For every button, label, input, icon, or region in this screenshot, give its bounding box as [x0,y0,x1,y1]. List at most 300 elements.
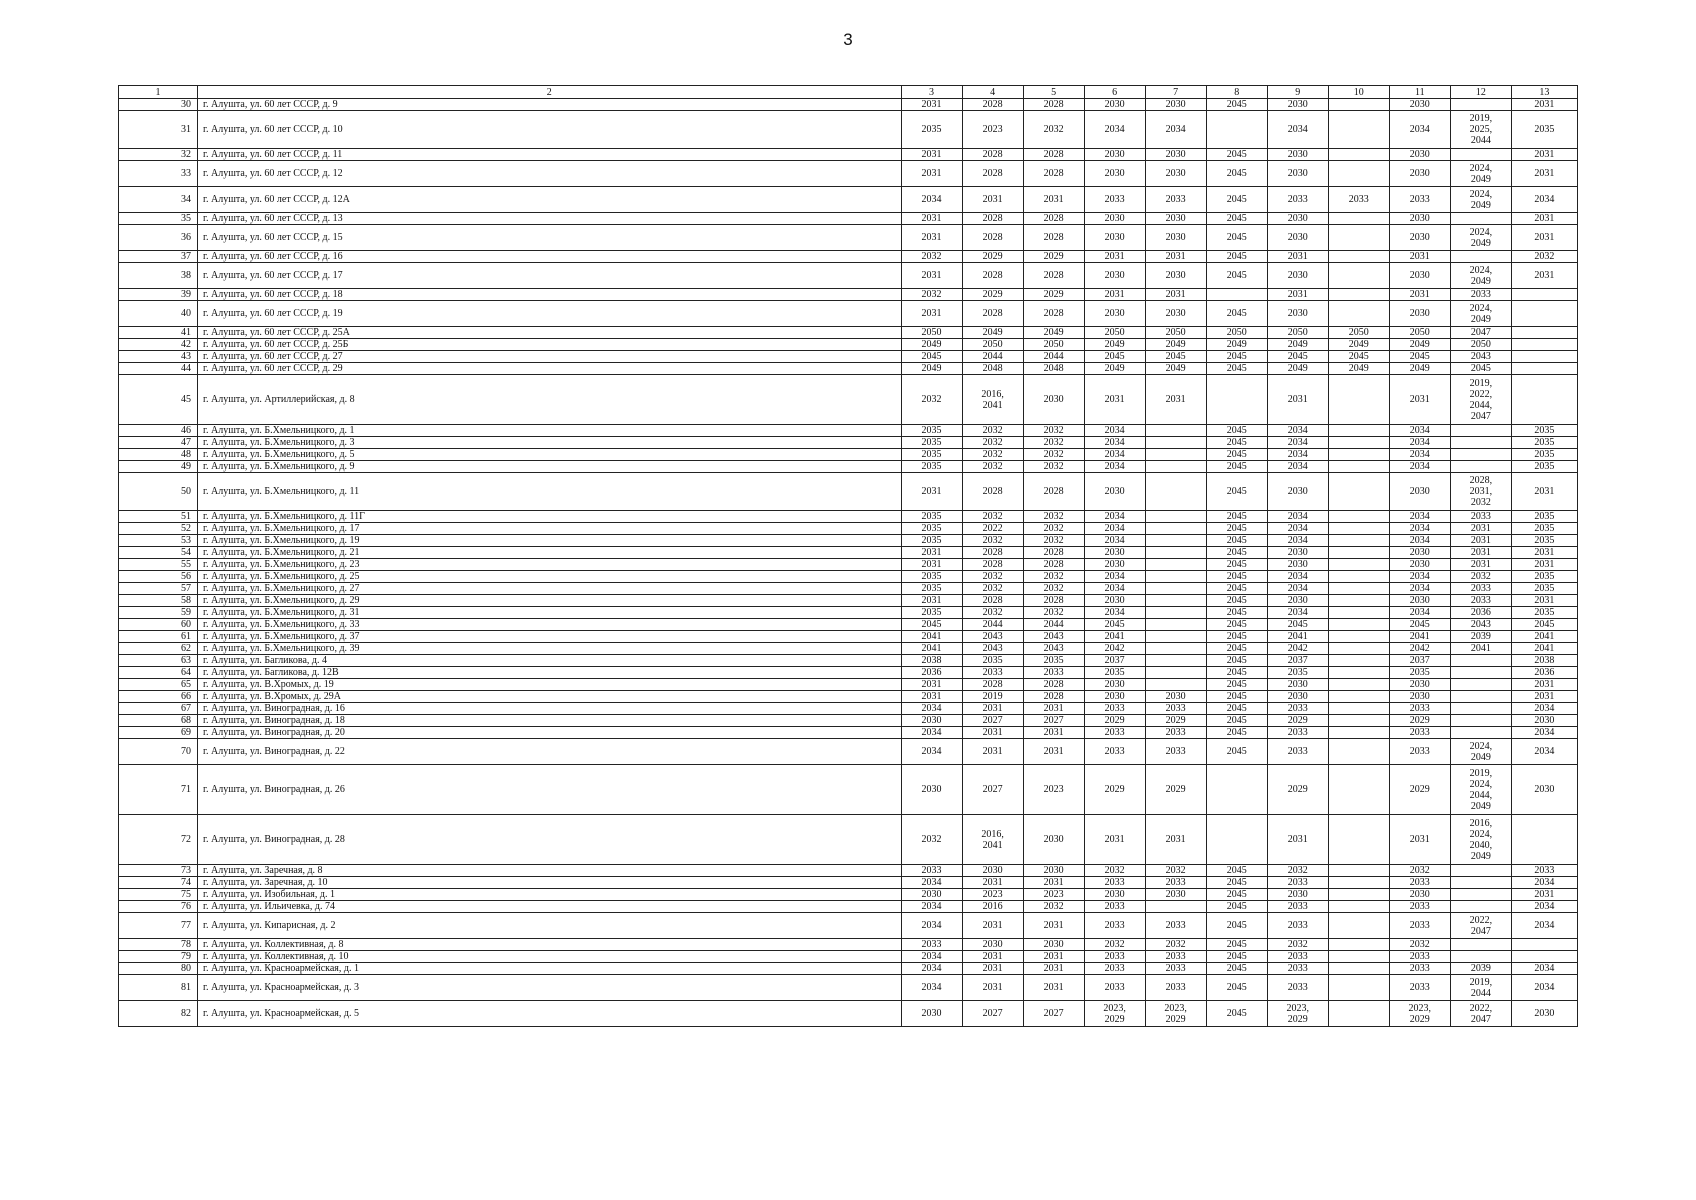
year-cell-col-12 [1450,703,1511,715]
year-cell-col-7 [1145,655,1206,667]
row-number: 81 [119,975,198,1001]
year-cell-col-6: 2037 [1084,655,1145,667]
year-cell-col-12 [1450,149,1511,161]
year-cell-col-13: 2034 [1511,187,1577,213]
row-number: 76 [119,901,198,913]
year-cell-col-6: 2034 [1084,607,1145,619]
year-cell-col-8: 2045 [1206,161,1267,187]
year-cell-col-5: 2027 [1023,715,1084,727]
year-cell-col-3: 2050 [901,327,962,339]
year-cell-col-6: 2023, 2029 [1084,1001,1145,1027]
year-cell-col-8: 2045 [1206,877,1267,889]
year-cell-col-9: 2041 [1267,631,1328,643]
year-cell-col-12: 2032 [1450,571,1511,583]
year-cell-col-8: 2045 [1206,535,1267,547]
year-cell-col-13: 2034 [1511,727,1577,739]
year-cell-col-8: 2045 [1206,715,1267,727]
year-cell-col-3: 2035 [901,535,962,547]
year-cell-col-3: 2035 [901,607,962,619]
year-cell-col-10 [1328,643,1389,655]
year-cell-col-12 [1450,437,1511,449]
year-cell-col-9: 2030 [1267,889,1328,901]
year-cell-col-8: 2045 [1206,583,1267,595]
year-cell-col-7 [1145,511,1206,523]
year-cell-col-7: 2030 [1145,161,1206,187]
year-cell-col-10 [1328,619,1389,631]
year-cell-col-11: 2030 [1389,213,1450,225]
row-number: 62 [119,643,198,655]
year-cell-col-3: 2035 [901,523,962,535]
year-cell-col-5: 2032 [1023,571,1084,583]
year-cell-col-9: 2033 [1267,727,1328,739]
year-cell-col-7 [1145,595,1206,607]
year-cell-col-8 [1206,375,1267,425]
address-cell: г. Алушта, ул. Б.Хмельницкого, д. 21 [198,547,901,559]
year-cell-col-9: 2030 [1267,473,1328,511]
table-row [119,815,1578,865]
year-cell-col-7: 2030 [1145,213,1206,225]
year-cell-col-4: 2016, 2041 [962,375,1023,425]
year-cell-col-10 [1328,765,1389,815]
column-header-6: 6 [1084,86,1145,99]
table-row [119,99,1578,111]
year-cell-col-5: 2030 [1023,375,1084,425]
address-cell: г. Алушта, ул. Б.Хмельницкого, д. 1 [198,425,901,437]
year-cell-col-11: 2045 [1389,619,1450,631]
year-cell-col-13: 2035 [1511,523,1577,535]
year-cell-col-5: 2031 [1023,975,1084,1001]
row-number: 38 [119,263,198,289]
year-cell-col-12: 2024, 2049 [1450,225,1511,251]
year-cell-col-9: 2035 [1267,667,1328,679]
year-cell-col-6: 2030 [1084,559,1145,571]
year-cell-col-13: 2032 [1511,251,1577,263]
year-cell-col-3: 2031 [901,559,962,571]
year-cell-col-9: 2033 [1267,975,1328,1001]
year-cell-col-12 [1450,951,1511,963]
table-row [119,739,1578,765]
year-cell-col-9: 2023, 2029 [1267,1001,1328,1027]
year-cell-col-7: 2033 [1145,963,1206,975]
column-header-10: 10 [1328,86,1389,99]
year-cell-col-6: 2030 [1084,225,1145,251]
address-cell: г. Алушта, ул. Заречная, д. 8 [198,865,901,877]
year-cell-col-3: 2035 [901,449,962,461]
year-cell-col-10 [1328,301,1389,327]
year-cell-col-6: 2033 [1084,975,1145,1001]
year-cell-col-5: 2032 [1023,449,1084,461]
year-cell-col-7 [1145,571,1206,583]
column-header-5: 5 [1023,86,1084,99]
row-number: 78 [119,939,198,951]
year-cell-col-7: 2031 [1145,289,1206,301]
year-cell-col-4: 2028 [962,547,1023,559]
year-cell-col-4: 2032 [962,583,1023,595]
address-cell: г. Алушта, ул. Виноградная, д. 26 [198,765,901,815]
year-cell-col-4: 2031 [962,975,1023,1001]
year-cell-col-12 [1450,667,1511,679]
year-cell-col-5: 2023 [1023,765,1084,815]
year-cell-col-3: 2031 [901,213,962,225]
year-cell-col-10: 2049 [1328,339,1389,351]
year-cell-col-6: 2030 [1084,595,1145,607]
address-cell: г. Алушта, ул. Изобильная, д. 1 [198,889,901,901]
year-cell-col-5: 2028 [1023,691,1084,703]
table-body [119,99,1578,1027]
year-cell-col-9: 2029 [1267,715,1328,727]
year-cell-col-7: 2049 [1145,363,1206,375]
year-cell-col-12: 2036 [1450,607,1511,619]
row-number: 48 [119,449,198,461]
year-cell-col-3: 2032 [901,815,962,865]
year-cell-col-13 [1511,351,1577,363]
year-cell-col-3: 2031 [901,473,962,511]
year-cell-col-9: 2033 [1267,963,1328,975]
table-header-row [119,86,1578,99]
row-number: 64 [119,667,198,679]
year-cell-col-6: 2035 [1084,667,1145,679]
year-cell-col-8: 2045 [1206,213,1267,225]
year-cell-col-7: 2034 [1145,111,1206,149]
year-cell-col-8: 2045 [1206,511,1267,523]
year-cell-col-12 [1450,99,1511,111]
address-cell: г. Алушта, ул. Б.Хмельницкого, д. 33 [198,619,901,631]
year-cell-col-7 [1145,547,1206,559]
year-cell-col-7: 2045 [1145,351,1206,363]
year-cell-col-6: 2034 [1084,571,1145,583]
table-row [119,523,1578,535]
year-cell-col-8: 2045 [1206,739,1267,765]
year-cell-col-7 [1145,583,1206,595]
year-cell-col-8: 2045 [1206,619,1267,631]
year-cell-col-11: 2032 [1389,939,1450,951]
year-cell-col-9: 2042 [1267,643,1328,655]
year-cell-col-12: 2024, 2049 [1450,301,1511,327]
year-cell-col-12 [1450,213,1511,225]
year-cell-col-7: 2029 [1145,765,1206,815]
year-cell-col-8: 2045 [1206,437,1267,449]
row-number: 66 [119,691,198,703]
table-row [119,963,1578,975]
row-number: 31 [119,111,198,149]
year-cell-col-11: 2031 [1389,375,1450,425]
year-cell-col-3: 2049 [901,339,962,351]
address-cell: г. Алушта, ул. 60 лет СССР, д. 12А [198,187,901,213]
year-cell-col-4: 2031 [962,739,1023,765]
table-row [119,327,1578,339]
year-cell-col-12 [1450,727,1511,739]
year-cell-col-11: 2045 [1389,351,1450,363]
address-cell: г. Алушта, ул. Виноградная, д. 16 [198,703,901,715]
year-cell-col-8: 2045 [1206,889,1267,901]
year-cell-col-7: 2050 [1145,327,1206,339]
row-number: 68 [119,715,198,727]
address-cell: г. Алушта, ул. Красноармейская, д. 1 [198,963,901,975]
year-cell-col-12 [1450,889,1511,901]
column-header-13: 13 [1511,86,1577,99]
year-cell-col-12: 2033 [1450,511,1511,523]
year-cell-col-8: 2045 [1206,473,1267,511]
year-cell-col-13 [1511,363,1577,375]
year-cell-col-9: 2037 [1267,655,1328,667]
year-cell-col-3: 2030 [901,715,962,727]
year-cell-col-12: 2043 [1450,619,1511,631]
year-cell-col-8: 2045 [1206,425,1267,437]
year-cell-col-5: 2028 [1023,149,1084,161]
year-cell-col-8: 2045 [1206,595,1267,607]
column-header-4: 4 [962,86,1023,99]
year-cell-col-6: 2050 [1084,327,1145,339]
year-cell-col-3: 2031 [901,149,962,161]
year-cell-col-9: 2033 [1267,187,1328,213]
address-cell: г. Алушта, ул. 60 лет СССР, д. 25А [198,327,901,339]
year-cell-col-9: 2045 [1267,351,1328,363]
address-cell: г. Алушта, ул. 60 лет СССР, д. 17 [198,263,901,289]
year-cell-col-10 [1328,739,1389,765]
address-cell: г. Алушта, ул. Б.Хмельницкого, д. 5 [198,449,901,461]
year-cell-col-8: 2045 [1206,461,1267,473]
year-cell-col-8: 2045 [1206,1001,1267,1027]
year-cell-col-11: 2030 [1389,225,1450,251]
year-cell-col-4: 2028 [962,99,1023,111]
year-cell-col-13: 2035 [1511,607,1577,619]
year-cell-col-9: 2031 [1267,375,1328,425]
year-cell-col-10 [1328,263,1389,289]
year-cell-col-8: 2045 [1206,449,1267,461]
year-cell-col-3: 2033 [901,865,962,877]
year-cell-col-11: 2030 [1389,595,1450,607]
row-number: 30 [119,99,198,111]
year-cell-col-11: 2032 [1389,865,1450,877]
year-cell-col-11: 2031 [1389,251,1450,263]
year-cell-col-8: 2045 [1206,301,1267,327]
year-cell-col-13 [1511,939,1577,951]
year-cell-col-3: 2031 [901,161,962,187]
column-header-7: 7 [1145,86,1206,99]
row-number: 52 [119,523,198,535]
schedule-table [118,85,1578,1027]
year-cell-col-5: 2044 [1023,351,1084,363]
year-cell-col-4: 2032 [962,535,1023,547]
year-cell-col-5: 2028 [1023,213,1084,225]
table-row [119,535,1578,547]
year-cell-col-10: 2045 [1328,351,1389,363]
year-cell-col-5: 2028 [1023,99,1084,111]
year-cell-col-5: 2028 [1023,547,1084,559]
year-cell-col-10 [1328,571,1389,583]
year-cell-col-7 [1145,631,1206,643]
year-cell-col-13: 2033 [1511,865,1577,877]
column-header-8: 8 [1206,86,1267,99]
year-cell-col-8: 2050 [1206,327,1267,339]
year-cell-col-8: 2045 [1206,547,1267,559]
year-cell-col-12: 2024, 2049 [1450,263,1511,289]
table-row [119,263,1578,289]
year-cell-col-6: 2030 [1084,213,1145,225]
year-cell-col-4: 2035 [962,655,1023,667]
year-cell-col-10 [1328,289,1389,301]
table-row [119,111,1578,149]
year-cell-col-8: 2045 [1206,951,1267,963]
year-cell-col-11: 2050 [1389,327,1450,339]
year-cell-col-6: 2030 [1084,547,1145,559]
year-cell-col-10 [1328,437,1389,449]
year-cell-col-12 [1450,901,1511,913]
year-cell-col-3: 2031 [901,595,962,607]
year-cell-col-4: 2027 [962,715,1023,727]
year-cell-col-3: 2041 [901,643,962,655]
address-cell: г. Алушта, ул. Б.Хмельницкого, д. 17 [198,523,901,535]
year-cell-col-12: 2039 [1450,963,1511,975]
table-row [119,547,1578,559]
row-number: 65 [119,679,198,691]
row-number: 53 [119,535,198,547]
year-cell-col-5: 2050 [1023,339,1084,351]
table-row [119,607,1578,619]
year-cell-col-5: 2028 [1023,559,1084,571]
year-cell-col-6: 2031 [1084,375,1145,425]
year-cell-col-10 [1328,715,1389,727]
row-number: 79 [119,951,198,963]
address-cell: г. Алушта, ул. Ильичевка, д. 74 [198,901,901,913]
year-cell-col-9: 2031 [1267,289,1328,301]
year-cell-col-7: 2033 [1145,703,1206,715]
year-cell-col-4: 2028 [962,213,1023,225]
row-number: 42 [119,339,198,351]
year-cell-col-3: 2036 [901,667,962,679]
year-cell-col-8: 2045 [1206,263,1267,289]
year-cell-col-6: 2031 [1084,251,1145,263]
year-cell-col-3: 2049 [901,363,962,375]
year-cell-col-11: 2034 [1389,607,1450,619]
year-cell-col-11: 2034 [1389,583,1450,595]
year-cell-col-12: 2031 [1450,559,1511,571]
year-cell-col-10 [1328,161,1389,187]
year-cell-col-13: 2034 [1511,913,1577,939]
table-row [119,149,1578,161]
year-cell-col-10: 2033 [1328,187,1389,213]
year-cell-col-10 [1328,111,1389,149]
year-cell-col-13 [1511,815,1577,865]
year-cell-col-7: 2030 [1145,263,1206,289]
year-cell-col-11: 2029 [1389,715,1450,727]
row-number: 35 [119,213,198,225]
table-row [119,425,1578,437]
year-cell-col-8: 2045 [1206,523,1267,535]
year-cell-col-12 [1450,939,1511,951]
row-number: 41 [119,327,198,339]
table-row [119,939,1578,951]
year-cell-col-4: 2032 [962,425,1023,437]
address-cell: г. Алушта, ул. Б.Хмельницкого, д. 23 [198,559,901,571]
year-cell-col-10: 2049 [1328,363,1389,375]
year-cell-col-3: 2035 [901,437,962,449]
row-number: 34 [119,187,198,213]
row-number: 40 [119,301,198,327]
year-cell-col-12: 2022, 2047 [1450,913,1511,939]
year-cell-col-4: 2028 [962,679,1023,691]
year-cell-col-7 [1145,667,1206,679]
year-cell-col-6: 2034 [1084,437,1145,449]
year-cell-col-10 [1328,535,1389,547]
year-cell-col-9: 2034 [1267,583,1328,595]
year-cell-col-8 [1206,815,1267,865]
year-cell-col-6: 2033 [1084,727,1145,739]
address-cell: г. Алушта, ул. 60 лет СССР, д. 9 [198,99,901,111]
year-cell-col-9: 2033 [1267,877,1328,889]
year-cell-col-13: 2035 [1511,511,1577,523]
year-cell-col-6: 2032 [1084,939,1145,951]
year-cell-col-6: 2034 [1084,511,1145,523]
year-cell-col-10 [1328,889,1389,901]
year-cell-col-10 [1328,679,1389,691]
year-cell-col-5: 2032 [1023,437,1084,449]
table-row [119,225,1578,251]
address-cell: г. Алушта, ул. Б.Хмельницкого, д. 11Г [198,511,901,523]
year-cell-col-4: 2027 [962,1001,1023,1027]
year-cell-col-13: 2031 [1511,889,1577,901]
year-cell-col-7: 2030 [1145,889,1206,901]
row-number: 33 [119,161,198,187]
year-cell-col-3: 2031 [901,263,962,289]
address-cell: г. Алушта, ул. Виноградная, д. 28 [198,815,901,865]
year-cell-col-11: 2034 [1389,571,1450,583]
year-cell-col-3: 2035 [901,425,962,437]
table-row [119,583,1578,595]
row-number: 67 [119,703,198,715]
year-cell-col-12: 2033 [1450,289,1511,301]
year-cell-col-6: 2031 [1084,815,1145,865]
year-cell-col-5: 2031 [1023,951,1084,963]
year-cell-col-8: 2045 [1206,643,1267,655]
year-cell-col-7: 2033 [1145,727,1206,739]
year-cell-col-5: 2031 [1023,187,1084,213]
year-cell-col-4: 2016 [962,901,1023,913]
table-row [119,511,1578,523]
year-cell-col-8: 2045 [1206,559,1267,571]
year-cell-col-6: 2033 [1084,739,1145,765]
table-row [119,461,1578,473]
year-cell-col-9: 2030 [1267,559,1328,571]
year-cell-col-7 [1145,559,1206,571]
year-cell-col-6: 2033 [1084,877,1145,889]
row-number: 50 [119,473,198,511]
year-cell-col-10 [1328,523,1389,535]
year-cell-col-9: 2031 [1267,251,1328,263]
year-cell-col-11: 2030 [1389,547,1450,559]
year-cell-col-9: 2033 [1267,703,1328,715]
table-row [119,703,1578,715]
table-row [119,691,1578,703]
address-cell: г. Алушта, ул. 60 лет СССР, д. 11 [198,149,901,161]
year-cell-col-5: 2044 [1023,619,1084,631]
year-cell-col-5: 2031 [1023,913,1084,939]
row-number: 55 [119,559,198,571]
year-cell-col-11: 2033 [1389,975,1450,1001]
row-number: 36 [119,225,198,251]
year-cell-col-10 [1328,547,1389,559]
year-cell-col-6: 2030 [1084,679,1145,691]
year-cell-col-4: 2029 [962,251,1023,263]
year-cell-col-5: 2028 [1023,263,1084,289]
table-row [119,901,1578,913]
address-cell: г. Алушта, ул. 60 лет СССР, д. 13 [198,213,901,225]
year-cell-col-9: 2045 [1267,619,1328,631]
year-cell-col-4: 2032 [962,571,1023,583]
address-cell: г. Алушта, ул. 60 лет СССР, д. 25Б [198,339,901,351]
year-cell-col-7: 2032 [1145,865,1206,877]
year-cell-col-3: 2031 [901,225,962,251]
